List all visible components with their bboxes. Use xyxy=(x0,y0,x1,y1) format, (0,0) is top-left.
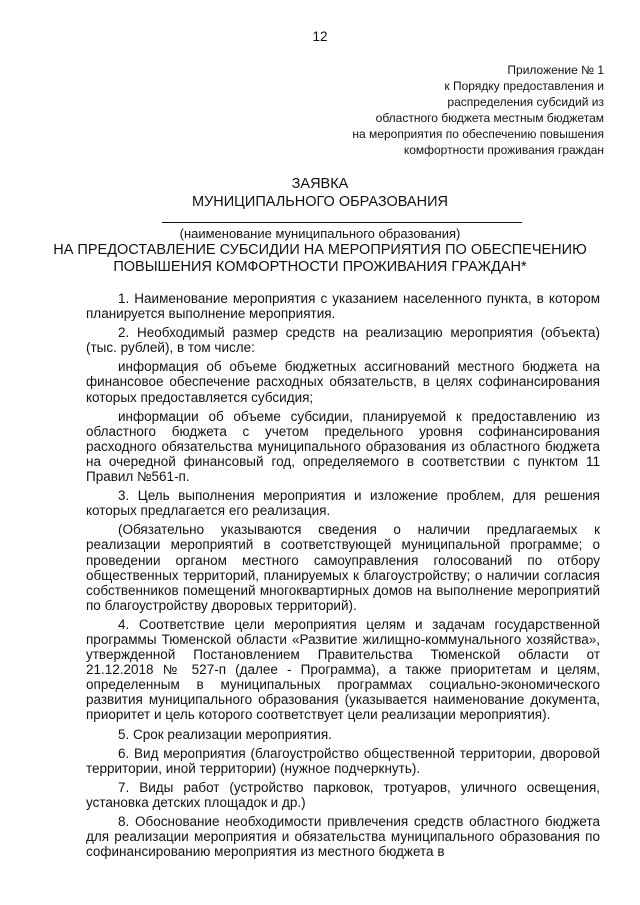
document-body xyxy=(86,291,600,863)
appendix-line: комфортности проживания граждан xyxy=(403,143,604,157)
paragraph-3-note: (Обязательно указываются сведения о наличии предлагаемых к реализации мероприятий в соответствующей муниципальной программе; о проведении органом местного самоуправления голосований по отбору общественных территорий, планируемых к благоустройству; о наличии согласия собственников помещений многоквартирных домов на выполнение мероприятий по благоустройству дворовых территорий). xyxy=(86,522,600,613)
appendix-line: Приложение № 1 xyxy=(507,63,604,77)
paragraph-2-sub-2: информации об объеме субсидии, планируемой к предоставлению из областного бюджета с учетом предельного уровня софинансирования расходного обязательства муниципального образования из областного бюджета на очередной финансовый год, определяемого в соответствии с пунктом 11 Правил №561-п. xyxy=(86,408,600,485)
paragraph-4: 4. Соответствие цели мероприятия целям и задачам государственной программы Тюменской области «Развитие жилищно-коммунального хозяйства», утвержденной Постановлением Правительства Тюменской области от 21.12.2018 № 527-п (далее - Программа), а также приоритетам и целям, определенным в муниципальных программах социально-экономического развития муниципального образования (указывается наименование документа, приоритет и цель которого соответствует цели реализации мероприятия). xyxy=(86,616,600,723)
page-number: 12 xyxy=(312,29,328,44)
document-title xyxy=(0,242,640,276)
document-title-line-2: ПОВЫШЕНИЯ КОМФОРТНОСТИ ПРОЖИВАНИЯ ГРАЖДАН* xyxy=(113,259,527,275)
paragraph-8: 8. Обоснование необходимости привлечения средств областного бюджета для реализации мероприятия и обязательства муниципального образования по софинансированию мероприятия из местного бюджета в xyxy=(86,814,600,860)
appendix-line: распределения субсидий из xyxy=(447,95,604,109)
appendix-line: на мероприятия по обеспечению повышения xyxy=(352,127,604,141)
paragraph-3: 3. Цель выполнения мероприятия и изложение проблем, для решения которых предлагается его реализация. xyxy=(86,488,600,519)
heading-line-2: МУНИЦИПАЛЬНОГО ОБРАЗОВАНИЯ xyxy=(192,194,448,210)
paragraph-5: 5. Срок реализации мероприятия. xyxy=(118,726,332,742)
appendix-line: к Порядку предоставления и xyxy=(444,79,604,93)
fill-in-caption: (наименование муниципального образования) xyxy=(179,226,461,241)
paragraph-2-sub-1: информация об объеме бюджетных ассигнований местного бюджета на финансовое обеспечение расходных обязательств, в целях софинансирования которых предоставляется субсидия; xyxy=(86,359,600,405)
fill-in-line xyxy=(162,222,522,223)
paragraph-2: 2. Необходимый размер средств на реализацию мероприятия (объекта) (тыс. рублей), в том числе: xyxy=(86,325,600,356)
paragraph-6: 6. Вид мероприятия (благоустройство общественной территории, дворовой территории, иной территории) (нужное подчеркнуть). xyxy=(86,745,600,776)
paragraph-1: 1. Наименование мероприятия с указанием населенного пункта, в котором планируется выполнение мероприятия. xyxy=(86,291,600,322)
document-title-line-1: НА ПРЕДОСТАВЛЕНИЕ СУБСИДИИ НА МЕРОПРИЯТИЯ ПО ОБЕСПЕЧЕНИЮ xyxy=(53,242,587,258)
paragraph-7: 7. Виды работ (устройство парковок, тротуаров, уличного освещения, установка детских площадок и др.) xyxy=(86,779,600,810)
appendix-line: областного бюджета местным бюджетам xyxy=(375,111,604,125)
appendix-block xyxy=(304,62,604,158)
heading-line-1: ЗАЯВКА xyxy=(291,176,349,192)
